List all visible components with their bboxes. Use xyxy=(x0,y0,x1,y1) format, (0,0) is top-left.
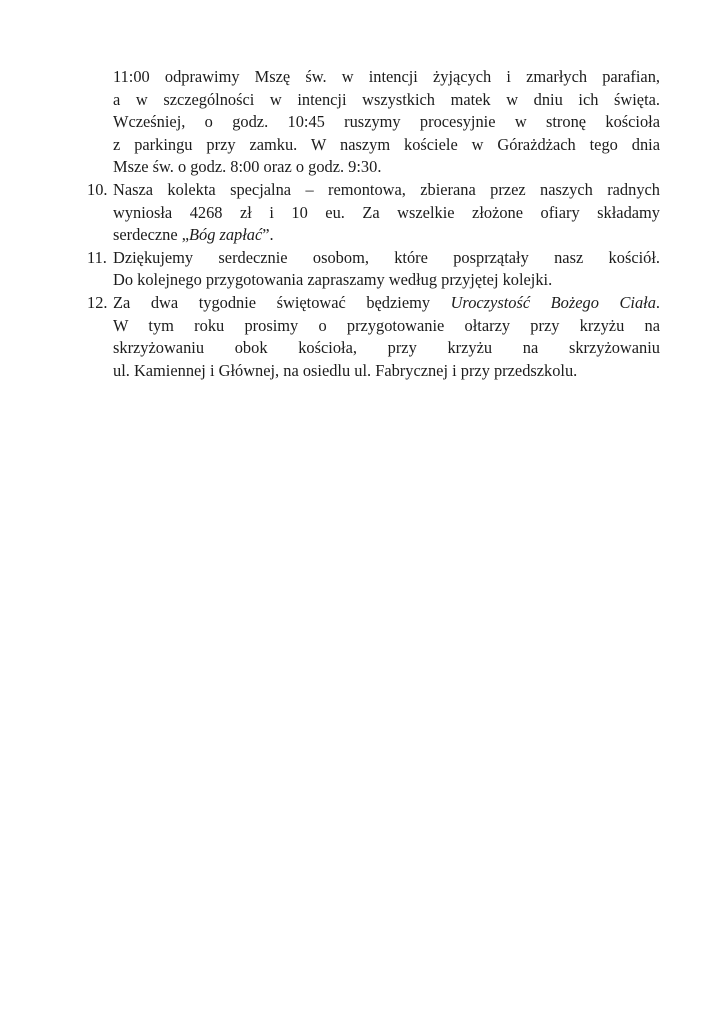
text-line xyxy=(113,134,660,157)
text-block xyxy=(87,66,660,382)
text-line xyxy=(113,247,660,270)
text-segment: serdeczne „ xyxy=(113,225,189,245)
text-line xyxy=(113,66,660,89)
list-item-number: 11. xyxy=(87,247,107,267)
text-segment: Msze św. o godz. 8:00 oraz o godz. 9:30. xyxy=(113,157,382,177)
list-item-number: 10. xyxy=(87,179,108,199)
text-line xyxy=(113,89,660,112)
paragraph xyxy=(113,66,660,179)
text-segment: . xyxy=(655,292,660,312)
italic-text-segment: Uroczystość Bożego Ciała xyxy=(450,292,656,312)
text-segment: Dziękujemy serdecznie osobom, które posprzątały nasz kościół. xyxy=(113,247,660,267)
text-segment: Wcześniej, o godz. 10:45 ruszymy procesyjnie w stronę kościoła xyxy=(113,112,660,132)
list-item-number: 12. xyxy=(87,292,108,312)
text-segment: 11:00 odprawimy Mszę św. w intencji żyjących i zmarłych parafian, xyxy=(113,67,660,86)
text-segment: a w szczególności w intencji wszystkich matek w dniu ich święta. xyxy=(113,89,660,109)
text-line xyxy=(113,202,660,225)
list-item xyxy=(87,179,660,247)
text-segment: skrzyżowaniu obok kościoła, przy krzyżu na skrzyżowaniu xyxy=(113,338,660,358)
text-line xyxy=(113,111,660,134)
list-item xyxy=(87,292,660,382)
text-segment: z parkingu przy zamku. W naszym kościele w Górażdżach tego dnia xyxy=(113,134,660,154)
text-line xyxy=(113,337,660,360)
text-line xyxy=(113,179,660,202)
list-item xyxy=(87,247,660,292)
text-line xyxy=(113,360,660,383)
text-segment: Za dwa tygodnie świętować będziemy xyxy=(113,292,451,312)
text-segment: ”. xyxy=(262,225,274,245)
text-line xyxy=(113,156,660,179)
text-segment: Do kolejnego przygotowania zapraszamy według przyjętej kolejki. xyxy=(113,270,553,290)
text-segment: W tym roku prosimy o przygotowanie ołtarzy przy krzyżu na xyxy=(113,315,660,335)
text-line xyxy=(113,315,660,338)
italic-text-segment: Bóg zapłać xyxy=(188,225,263,245)
text-segment: ul. Kamiennej i Głównej, na osiedlu ul. Fabrycznej i przy przedszkolu. xyxy=(113,360,578,380)
text-line xyxy=(113,224,660,247)
text-segment: wyniosła 4268 zł i 10 eu. Za wszelkie złożone ofiary składamy xyxy=(113,202,660,222)
text-line xyxy=(113,292,660,315)
text-line xyxy=(113,269,660,292)
text-segment: Nasza kolekta specjalna – remontowa, zbierana przez naszych radnych xyxy=(113,179,660,199)
